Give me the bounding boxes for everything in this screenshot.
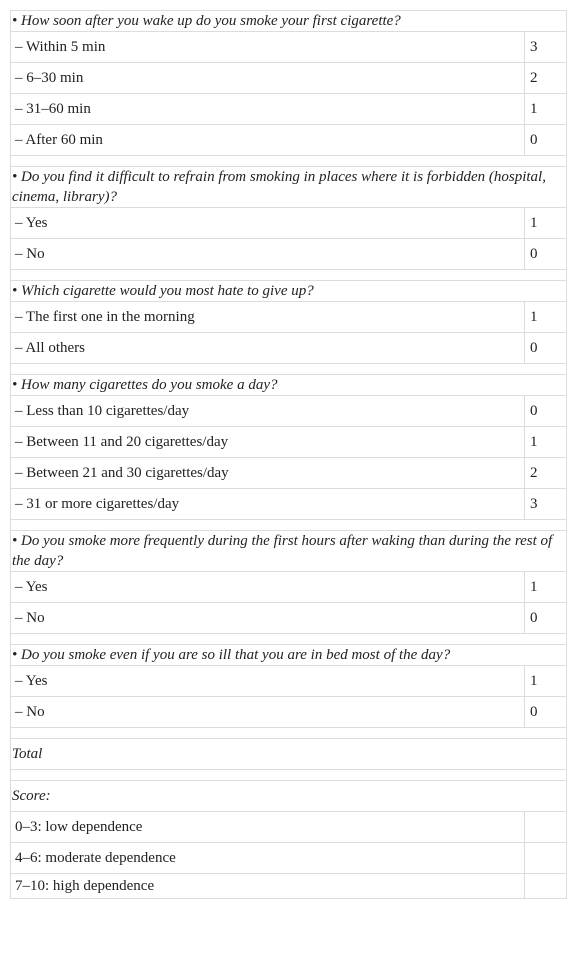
score-header-row	[11, 781, 567, 812]
spacer-row	[11, 270, 567, 281]
score-range-empty-cell	[525, 843, 567, 874]
option-label: – Less than 10 cigarettes/day	[11, 396, 525, 427]
option-label: – No	[11, 239, 525, 270]
option-score: 1	[525, 572, 567, 603]
option-label: – Between 11 and 20 cigarettes/day	[11, 427, 525, 458]
option-row	[11, 427, 567, 458]
option-label: – Between 21 and 30 cigarettes/day	[11, 458, 525, 489]
option-label: – All others	[11, 333, 525, 364]
total-label: Total	[11, 739, 567, 770]
score-range-empty-cell	[525, 812, 567, 843]
option-row	[11, 489, 567, 520]
option-row	[11, 94, 567, 125]
question-row	[11, 281, 567, 302]
option-score: 1	[525, 94, 567, 125]
option-score: 3	[525, 32, 567, 63]
option-label: – No	[11, 697, 525, 728]
option-label: – Within 5 min	[11, 32, 525, 63]
option-score: 3	[525, 489, 567, 520]
option-row	[11, 603, 567, 634]
option-row	[11, 239, 567, 270]
option-row	[11, 32, 567, 63]
option-score: 1	[525, 666, 567, 697]
option-row	[11, 333, 567, 364]
option-row	[11, 666, 567, 697]
score-range-low: 0–3: low dependence	[11, 812, 525, 843]
option-label: – Yes	[11, 572, 525, 603]
spacer-row	[11, 770, 567, 781]
spacer-row	[11, 364, 567, 375]
option-score: 1	[525, 208, 567, 239]
option-row	[11, 125, 567, 156]
option-label: – 6–30 min	[11, 63, 525, 94]
option-row	[11, 208, 567, 239]
fagerstrom-table	[10, 10, 567, 899]
score-range-row	[11, 874, 567, 899]
option-row	[11, 396, 567, 427]
option-label: – The first one in the morning	[11, 302, 525, 333]
option-label: – Yes	[11, 666, 525, 697]
option-row	[11, 572, 567, 603]
option-row	[11, 63, 567, 94]
spacer-row	[11, 520, 567, 531]
spacer-row	[11, 634, 567, 645]
score-range-empty-cell	[525, 874, 567, 899]
spacer-row	[11, 156, 567, 167]
score-range-moderate: 4–6: moderate dependence	[11, 843, 525, 874]
score-range-row	[11, 843, 567, 874]
option-row	[11, 458, 567, 489]
option-score: 2	[525, 458, 567, 489]
option-score: 2	[525, 63, 567, 94]
question-row	[11, 167, 567, 208]
score-range-high: 7–10: high dependence	[11, 874, 525, 899]
option-score: 0	[525, 396, 567, 427]
option-score: 1	[525, 302, 567, 333]
option-score: 0	[525, 333, 567, 364]
question-text: • Which cigarette would you most hate to give up?	[11, 281, 567, 302]
question-row	[11, 645, 567, 666]
score-label: Score:	[11, 781, 567, 812]
option-label: – No	[11, 603, 525, 634]
question-row	[11, 531, 567, 572]
question-text: • Do you smoke even if you are so ill that you are in bed most of the day?	[11, 645, 567, 666]
option-label: – 31–60 min	[11, 94, 525, 125]
option-row	[11, 302, 567, 333]
question-text: • Do you smoke more frequently during the first hours after waking than during the rest of the day?	[11, 531, 567, 572]
option-label: – Yes	[11, 208, 525, 239]
option-score: 0	[525, 603, 567, 634]
question-row	[11, 11, 567, 32]
option-score: 0	[525, 125, 567, 156]
option-score: 1	[525, 427, 567, 458]
score-range-row	[11, 812, 567, 843]
question-text: • Do you find it difficult to refrain from smoking in places where it is forbidden (hospital, cinema, library)?	[11, 167, 567, 208]
total-row	[11, 739, 567, 770]
option-score: 0	[525, 239, 567, 270]
option-row	[11, 697, 567, 728]
option-score: 0	[525, 697, 567, 728]
option-label: – 31 or more cigarettes/day	[11, 489, 525, 520]
question-text: • How many cigarettes do you smoke a day?	[11, 375, 567, 396]
option-label: – After 60 min	[11, 125, 525, 156]
question-text: • How soon after you wake up do you smoke your first cigarette?	[11, 11, 567, 32]
spacer-row	[11, 728, 567, 739]
question-row	[11, 375, 567, 396]
